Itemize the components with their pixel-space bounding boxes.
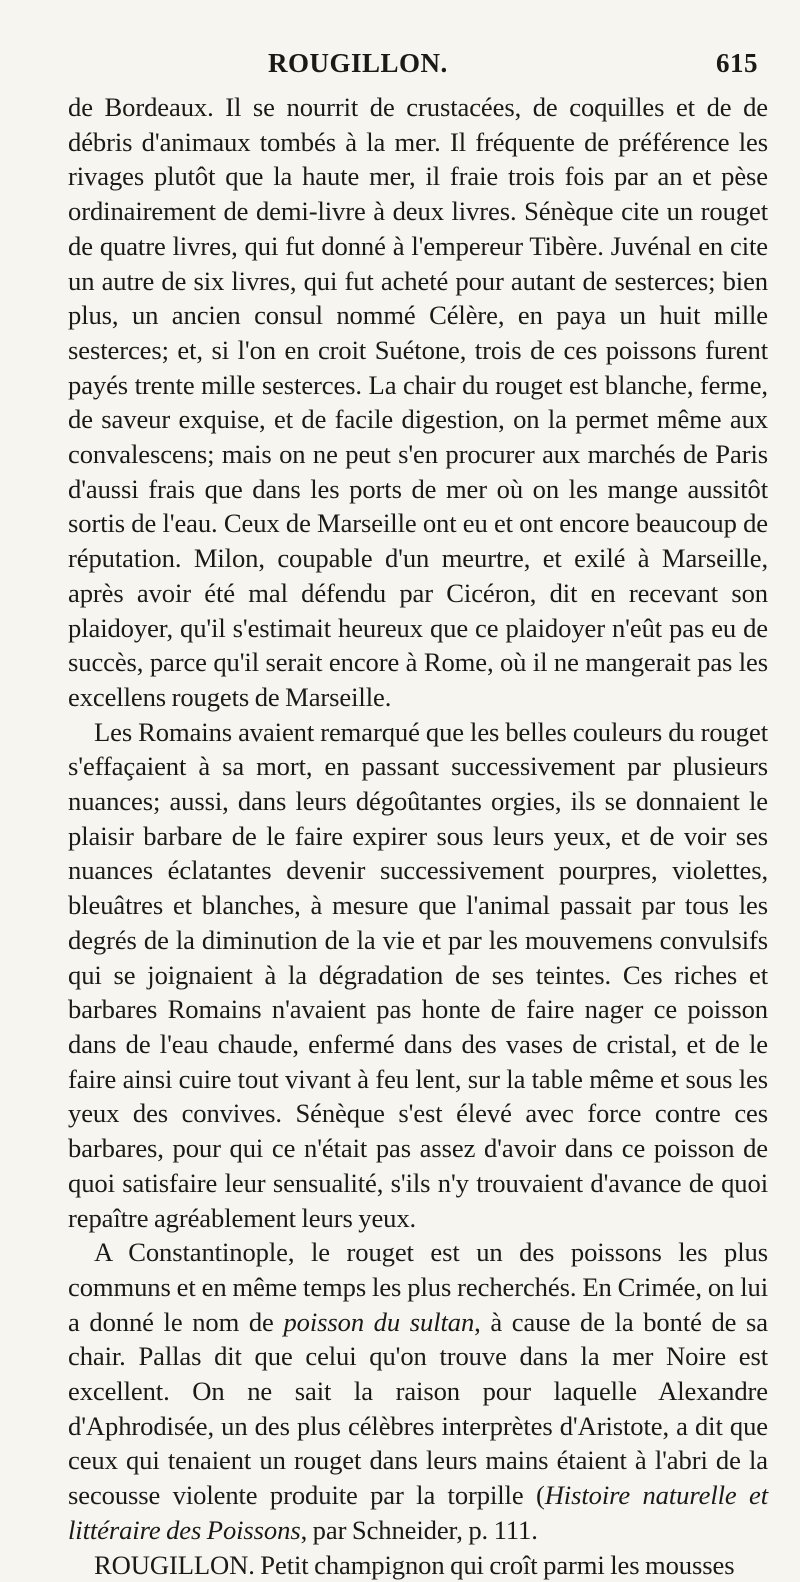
paragraph-2	[68, 715, 768, 1236]
running-head	[68, 48, 758, 88]
paragraph-text: , par Schneider, p. 111.	[300, 1514, 538, 1545]
body-text	[68, 90, 768, 1582]
paragraph-text: , à cause de la bonté de sa chair. Pallas dit que celui qu'on trouve dans la mer Noire est excellent. On ne sait la raison pour laquelle Alexandre d'Aphrodisée, un des plus célèbres interprètes d'Aristote, a dit que ceux qui tenaient un rouget dans leurs mains étaient à l'abri de la secousse violente produite par la torpille (	[68, 1306, 769, 1511]
italic-term: poisson du sultan	[283, 1306, 475, 1337]
paragraph-text: Les Romains avaient remarqué que les belles couleurs du rouget s'effaçaient à sa mort, en passant successivement par plusieurs nuances; aussi, dans leurs dégoûtantes orgies, ils se donnaient le plaisir barbare de le faire expirer sous leurs yeux, et de voir ses nuances éclatantes devenir successivement pourpres, violettes, bleuâtres et blanches, à mesure que l'animal passait par tous les degrés de la diminution de la vie et par les mouvemens convulsifs qui se joignaient à la dégradation de ses teintes. Ces riches et barbares Romains n'avaient pas honte de faire nager ce poisson dans de l'eau chaude, enfermé dans des vases de cristal, et de le faire ainsi cuire tout vivant à feu lent, sur la table même et sous les yeux des convives. Sénèque s'est élevé avec force contre ces barbares, pour qui ce n'était pas assez d'avoir dans ce poisson de quoi satisfaire leur sensualité, s'ils n'y trouvaient d'avance de quoi repaître agréablement leurs yeux.	[68, 716, 768, 1233]
paragraph-4	[68, 1548, 768, 1582]
paragraph-1	[68, 90, 768, 715]
running-title: ROUGILLON.	[268, 48, 448, 78]
paragraph-text: A Constantinople, le rouget est un des poissons les plus communs et en même temps les plus recherchés. En Crimée, on lui a donné le nom de	[68, 1237, 768, 1337]
paragraph-text: ROUGILLON. Petit champignon qui croît parmi les mousses	[94, 1549, 735, 1580]
page-number: 615	[716, 48, 758, 78]
paragraph-3	[68, 1235, 768, 1547]
book-title-citation: Histoire naturelle et littéraire des Poissons	[68, 1480, 768, 1545]
paragraph-text: de Bordeaux. Il se nourrit de crustacées, de coquilles et de de débris d'animaux tombés à la mer. Il fréquente de préférence les rivages plutôt que la haute mer, il fraie trois fois par an et pèse ordinairement de demi-livre à deux livres. Sénèque cite un rouget de quatre livres, qui fut donné à l'empereur Tibère. Juvénal en cite un autre de six livres, qui fut acheté pour autant de sesterces; bien plus, un ancien consul nommé Célère, en paya un huit mille sesterces; et, si l'on en croit Suétone, trois de ces poissons furent payés trente mille sesterces. La chair du rouget est blanche, ferme, de saveur exquise, et de facile digestion, on la permet même aux convalescens; mais on ne peut s'en procurer aux marchés de Paris d'aussi frais que dans les ports de mer où on les mange aussitôt sortis de l'eau. Ceux de Marseille ont eu et ont encore beaucoup de réputation. Milon, coupable d'un meurtre, et exilé à Marseille, après avoir été mal défendu par Cicéron, dit en recevant son plaidoyer, qu'il s'estimait heureux que ce plaidoyer n'eût pas eu de succès, parce qu'il serait encore à Rome, où il ne mangerait pas les excellens rougets de Marseille.	[68, 92, 768, 712]
